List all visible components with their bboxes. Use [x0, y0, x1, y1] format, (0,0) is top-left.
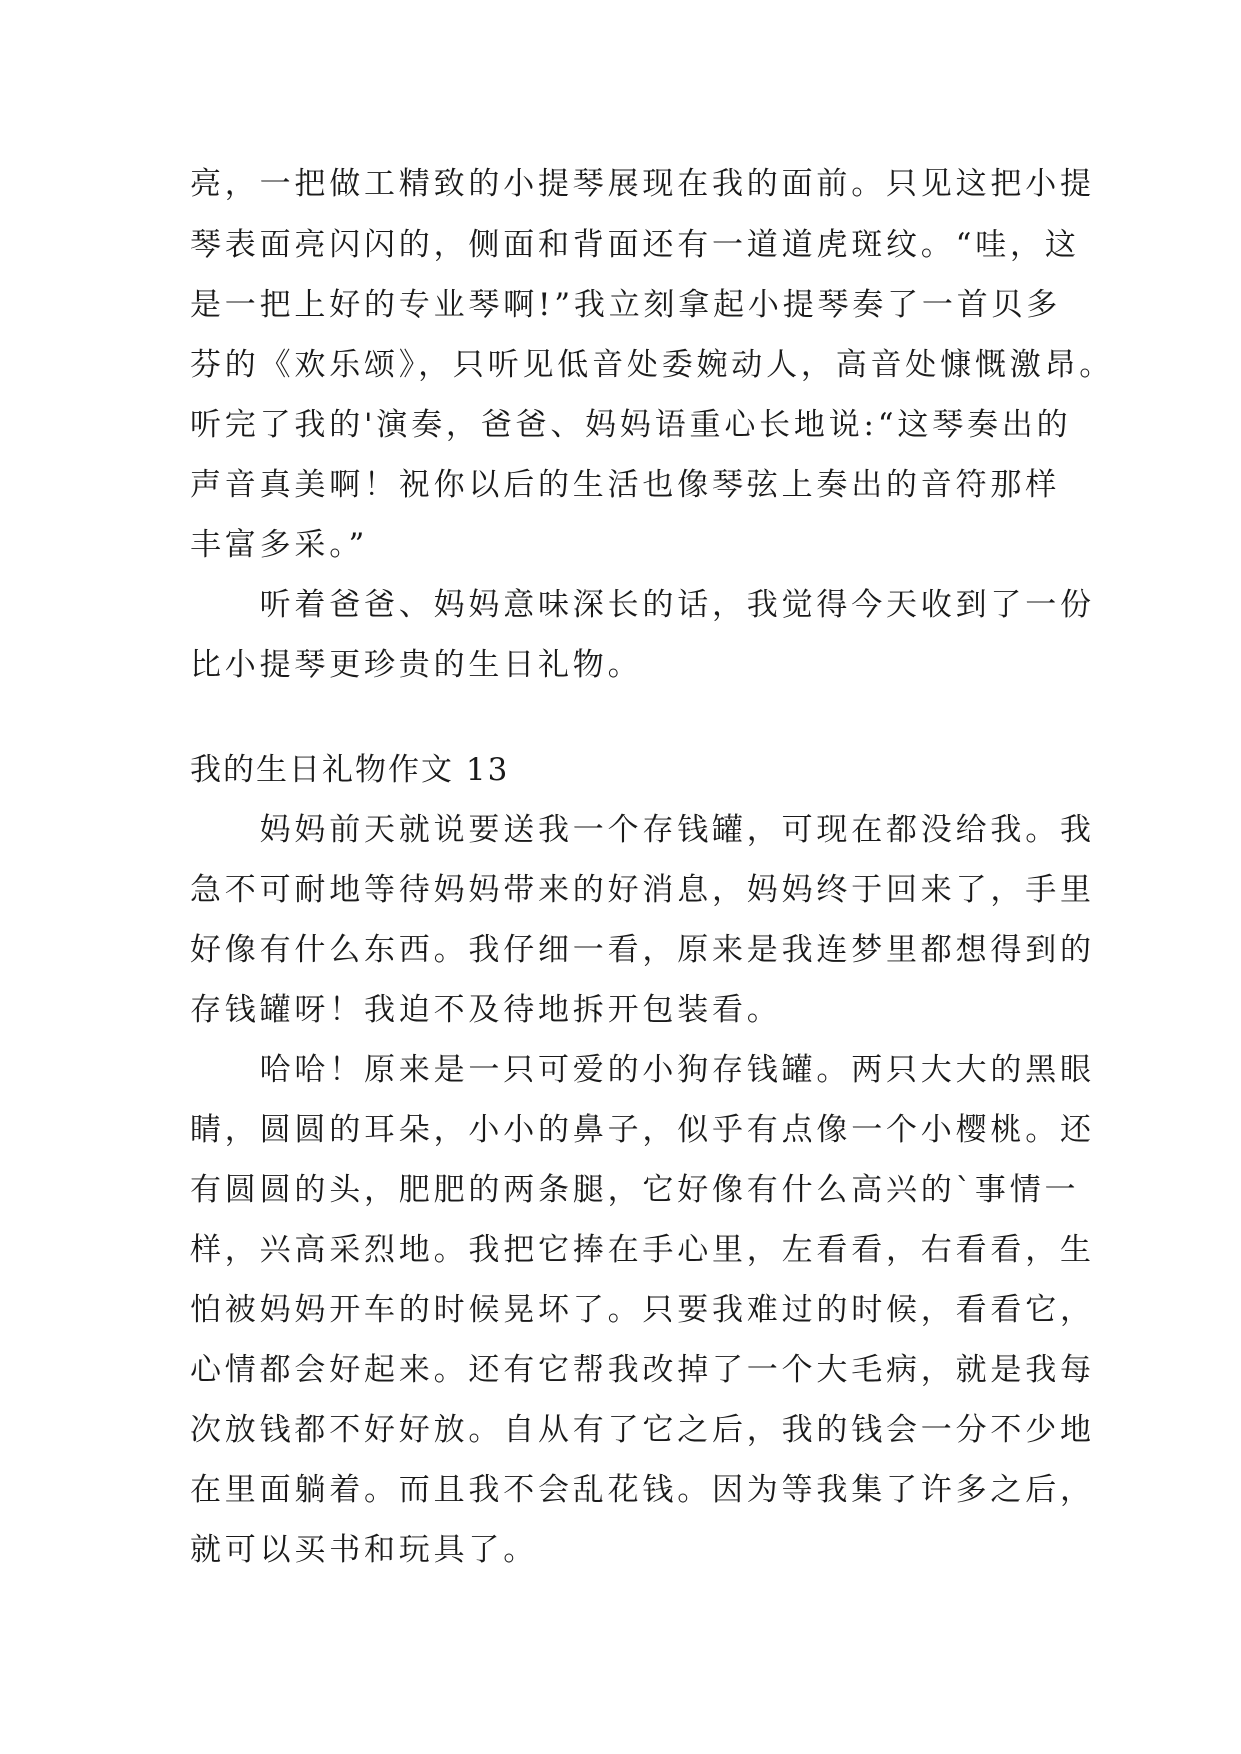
- text-line: 就可以买书和玩具了。: [190, 1532, 538, 1568]
- text-line: 声音真美啊！祝你以后的生活也像琴弦上奏出的音符那样: [190, 467, 1060, 503]
- text-line: 好像有什么东西。我仔细一看，原来是我连梦里都想得到的: [190, 932, 1095, 968]
- text-line: 妈妈前天就说要送我一个存钱罐，可现在都没给我。我: [190, 812, 1095, 848]
- text-line: 听着爸爸、妈妈意味深长的话，我觉得今天收到了一份: [190, 587, 1095, 623]
- text-line: 是一把上好的专业琴啊!”我立刻拿起小提琴奏了一首贝多: [190, 287, 1062, 323]
- text-line: 在里面躺着。而且我不会乱花钱。因为等我集了许多之后，: [190, 1472, 1095, 1508]
- text-line: 次放钱都不好好放。自从有了它之后，我的钱会一分不少地: [190, 1412, 1095, 1448]
- text-line: 丰富多采。”: [190, 527, 369, 563]
- text-line: 比小提琴更珍贵的生日礼物。: [190, 647, 643, 683]
- text-line: 有圆圆的头，肥肥的两条腿，它好像有什么高兴的`事情一: [190, 1172, 1080, 1208]
- text-line: 样，兴高采烈地。我把它捧在手心里，左看看，右看看，生: [190, 1232, 1095, 1268]
- text-line: 听完了我的'演奏，爸爸、妈妈语重心长地说:“这琴奏出的: [190, 407, 1072, 443]
- section-title: 我的生日礼物作文 13: [190, 752, 510, 788]
- text-line: 急不可耐地等待妈妈带来的好消息，妈妈终于回来了，手里: [190, 872, 1095, 908]
- text-line: 亮，一把做工精致的小提琴展现在我的面前。只见这把小提: [190, 166, 1095, 202]
- text-line: 芬的《欢乐颂》，只听见低音处委婉动人，高音处慷慨激昂。: [190, 347, 1115, 383]
- text-line: 存钱罐呀！我迫不及待地拆开包装看。: [190, 992, 782, 1028]
- text-line: 睛，圆圆的耳朵，小小的鼻子，似乎有点像一个小樱桃。还: [190, 1112, 1095, 1148]
- text-line: 哈哈！原来是一只可爱的小狗存钱罐。两只大大的黑眼: [190, 1052, 1095, 1088]
- text-line: 心情都会好起来。还有它帮我改掉了一个大毛病，就是我每: [190, 1352, 1095, 1388]
- text-line: 怕被妈妈开车的时候晃坏了。只要我难过的时候，看看它，: [190, 1292, 1095, 1328]
- text-line: 琴表面亮闪闪的，侧面和背面还有一道道虎斑纹。“哇，这: [190, 227, 1080, 263]
